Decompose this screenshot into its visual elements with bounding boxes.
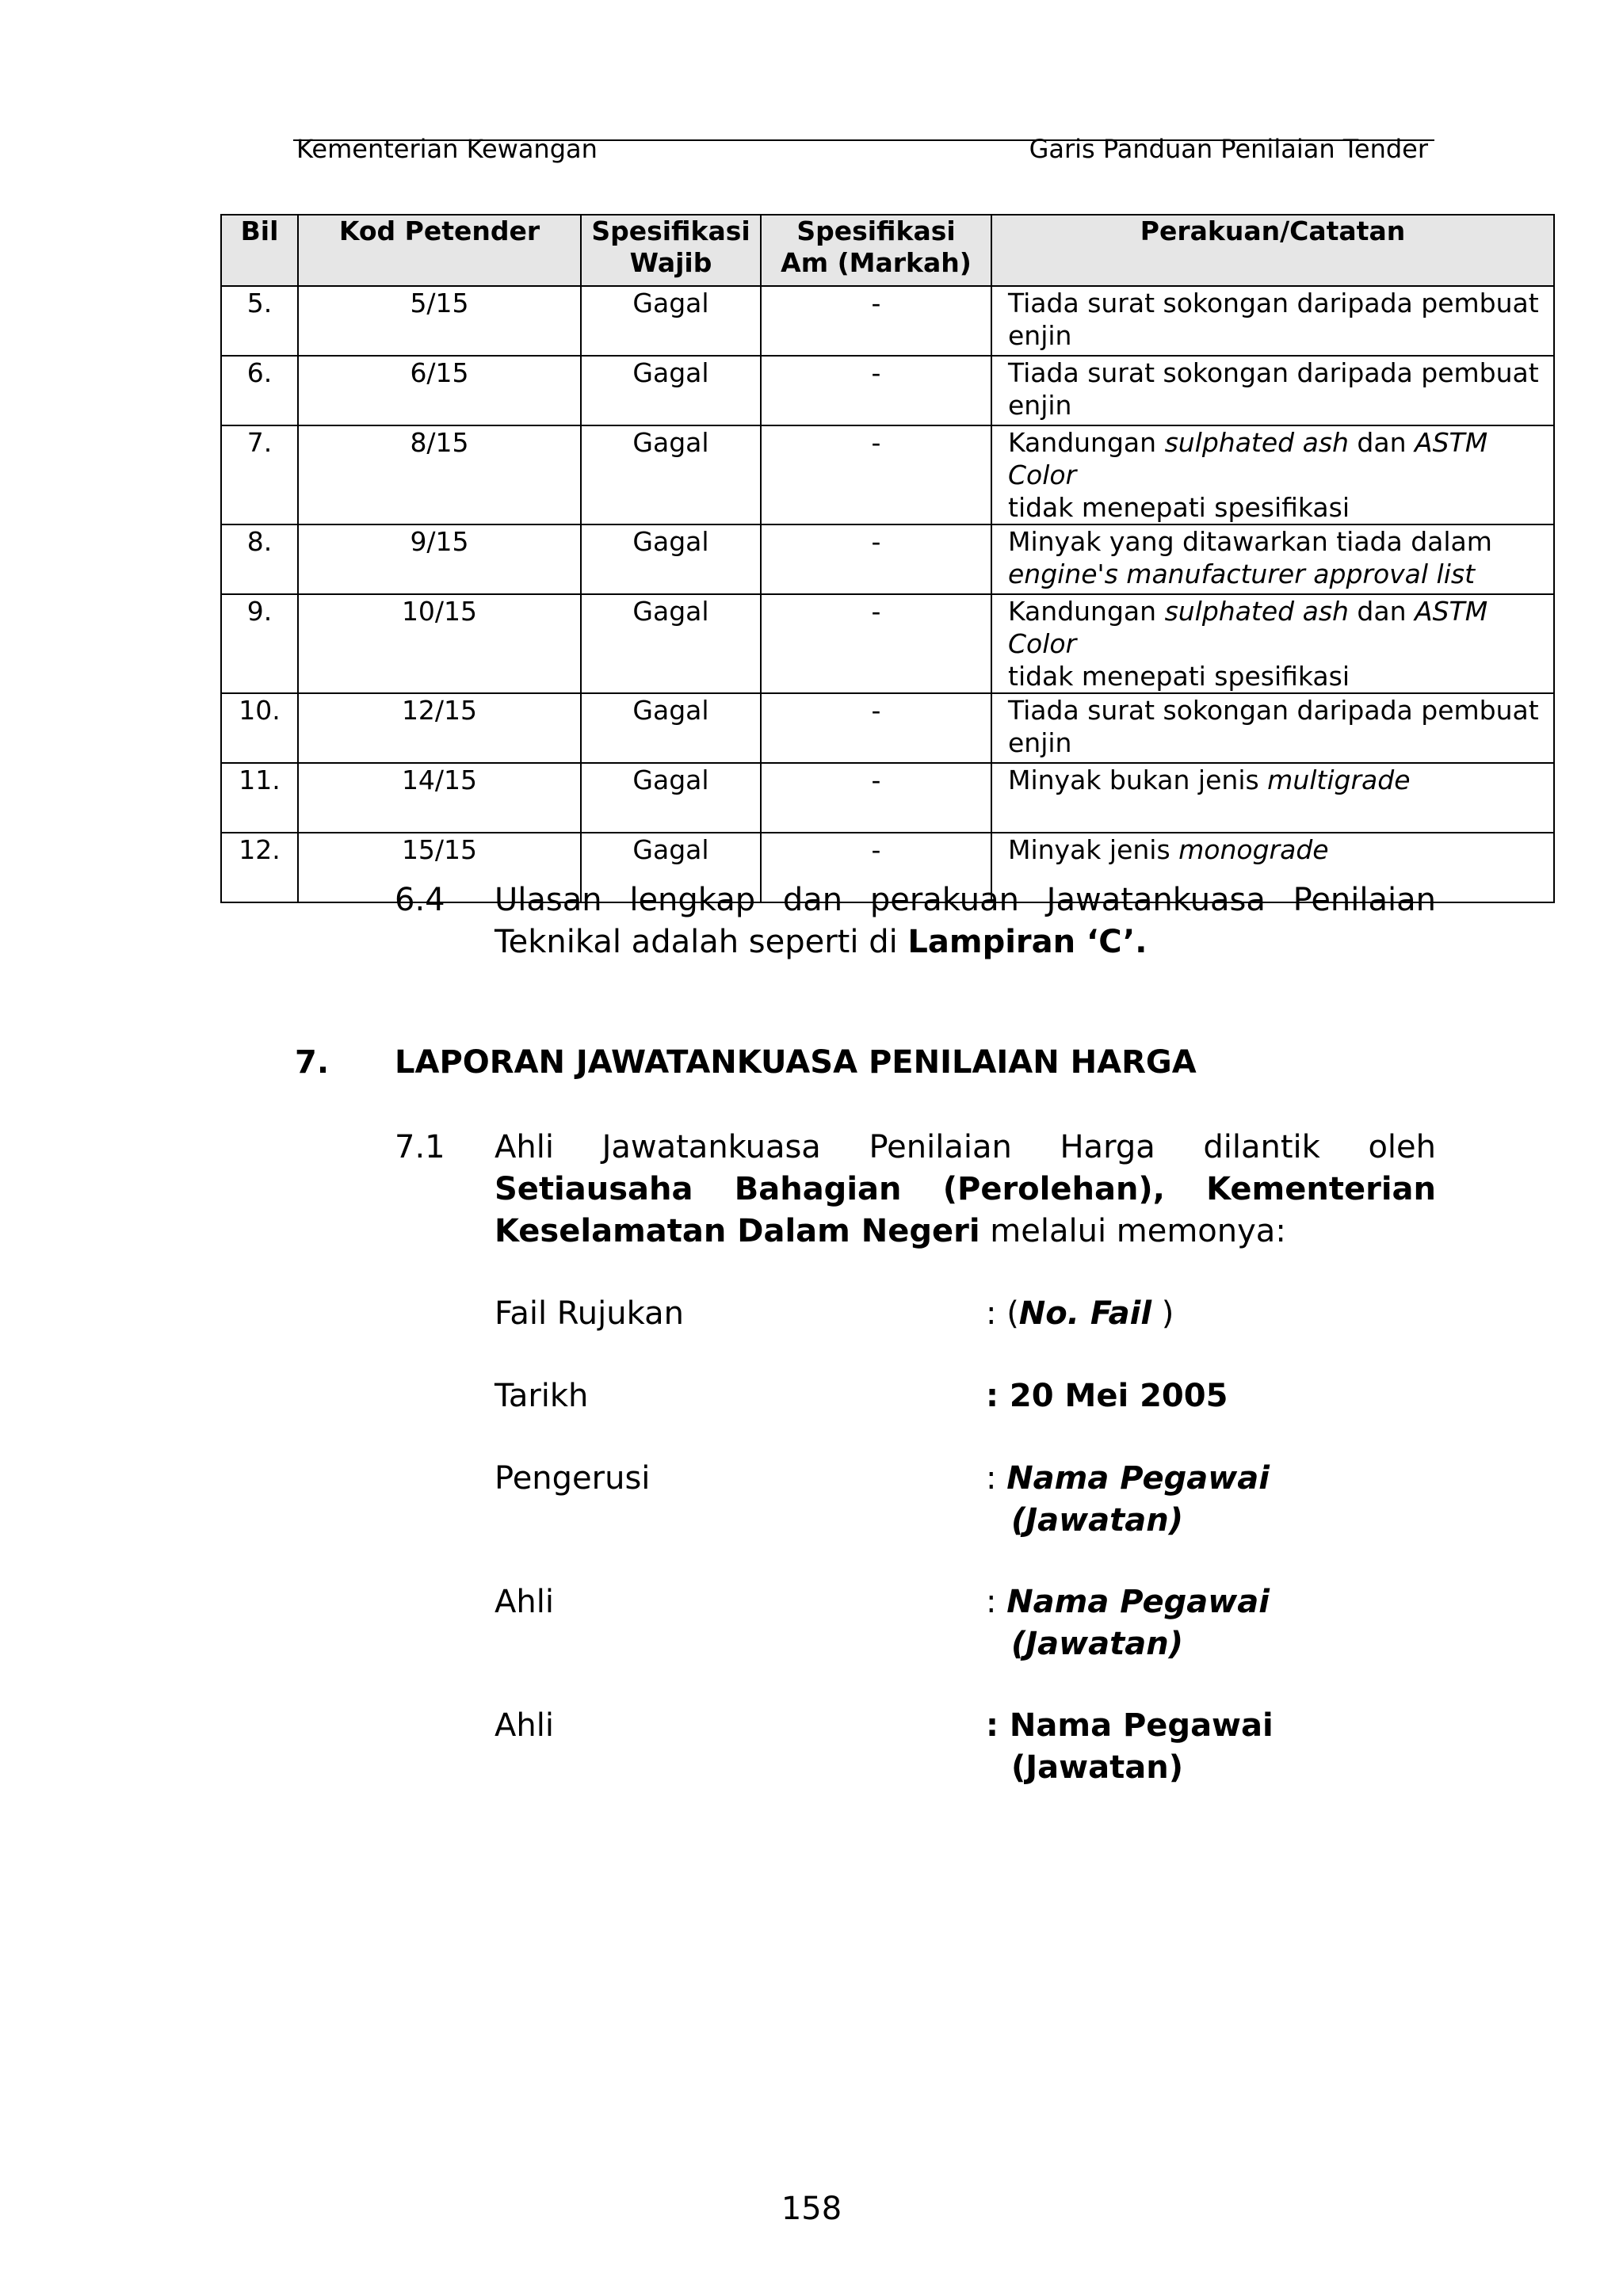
cell-am: - [761,425,991,524]
cell-catatan: Tiada surat sokongan daripada pembuat enjin [991,693,1554,763]
cell-am: - [761,594,991,693]
header-ministry: Kementerian Kewangan [296,134,598,164]
table-row [221,286,1554,356]
cell-catatan: Kandungan sulphated ash dan ASTM Color tidak menepati spesifikasi [991,594,1554,693]
ahli-1-value: : Nama Pegawai (Jawatan) [986,1584,1270,1662]
table-row [221,425,1554,524]
cell-wajib: Gagal [581,594,761,693]
section-7-1-text: Ahli Jawatankuasa Penilaian Harga dilantik oleh Setiausaha Bahagian (Perolehan), Kementerian Keselamatan Dalam Negeri melalui memonya: [495,1129,1436,1249]
cell-catatan: Minyak yang ditawarkan tiada dalam engine's manufacturer approval list [991,524,1554,594]
col-spesifikasi-am: Spesifikasi Am (Markah) [761,215,991,286]
section-7-1-number: 7.1 [395,1129,445,1165]
cell-bil: 8. [221,524,298,594]
cell-wajib: Gagal [581,286,761,356]
col-spesifikasi-wajib: Spesifikasi Wajib [581,215,761,286]
cell-kod: 10/15 [298,594,581,693]
cell-catatan: Minyak bukan jenis multigrade [991,763,1554,833]
tarikh-label: Tarikh [495,1378,589,1414]
cell-bil: 5. [221,286,298,356]
cell-wajib: Gagal [581,425,761,524]
col-kod-petender: Kod Petender [298,215,581,286]
cell-bil: 11. [221,763,298,833]
cell-kod: 6/15 [298,356,581,425]
col-bil: Bil [221,215,298,286]
cell-am: - [761,693,991,763]
page-number: 158 [781,2191,842,2227]
cell-kod: 9/15 [298,524,581,594]
cell-wajib: Gagal [581,763,761,833]
cell-catatan: Tiada surat sokongan daripada pembuat enjin [991,356,1554,425]
fail-rujukan-value: : (No. Fail ) [986,1295,1174,1332]
cell-catatan: Kandungan sulphated ash dan ASTM Color tidak menepati spesifikasi [991,425,1554,524]
section-7-number: 7. [295,1044,330,1081]
cell-bil: 10. [221,693,298,763]
table-row [221,356,1554,425]
table-row [221,524,1554,594]
section-6-4-number: 6.4 [395,882,445,918]
table-header-row [221,215,1554,286]
evaluation-table [220,214,1555,903]
header-doc-title: Garis Panduan Penilaian Tender [1029,134,1428,164]
section-6-4-text: Ulasan lengkap dan perakuan Jawatankuasa Penilaian Teknikal adalah seperti di Lampiran ‘C’. [495,882,1436,960]
cell-catatan: Minyak jenis monograde [991,833,1554,902]
cell-kod: 8/15 [298,425,581,524]
cell-wajib: Gagal [581,833,761,902]
cell-bil: 9. [221,594,298,693]
cell-am: - [761,833,991,902]
cell-kod: 5/15 [298,286,581,356]
cell-kod: 14/15 [298,763,581,833]
cell-wajib: Gagal [581,693,761,763]
tarikh-value: : 20 Mei 2005 [986,1378,1228,1414]
cell-am: - [761,286,991,356]
cell-kod: 12/15 [298,693,581,763]
cell-am: - [761,763,991,833]
cell-kod: 15/15 [298,833,581,902]
cell-bil: 7. [221,425,298,524]
pengerusi-value: : Nama Pegawai (Jawatan) [986,1460,1270,1539]
ahli-2-label: Ahli [495,1707,554,1744]
ahli-1-label: Ahli [495,1584,554,1620]
pengerusi-label: Pengerusi [495,1460,651,1497]
ahli-2-value: : Nama Pegawai (Jawatan) [986,1707,1274,1786]
cell-wajib: Gagal [581,356,761,425]
fail-rujukan-label: Fail Rujukan [495,1295,684,1332]
cell-am: - [761,524,991,594]
col-perakuan-catatan: Perakuan/Catatan [991,215,1554,286]
cell-catatan: Tiada surat sokongan daripada pembuat enjin [991,286,1554,356]
cell-bil: 12. [221,833,298,902]
cell-wajib: Gagal [581,524,761,594]
cell-bil: 6. [221,356,298,425]
table-row [221,693,1554,763]
table-row [221,594,1554,693]
section-7-title: LAPORAN JAWATANKUASA PENILAIAN HARGA [395,1044,1197,1081]
running-header [293,132,1434,164]
table-row [221,763,1554,833]
cell-am: - [761,356,991,425]
